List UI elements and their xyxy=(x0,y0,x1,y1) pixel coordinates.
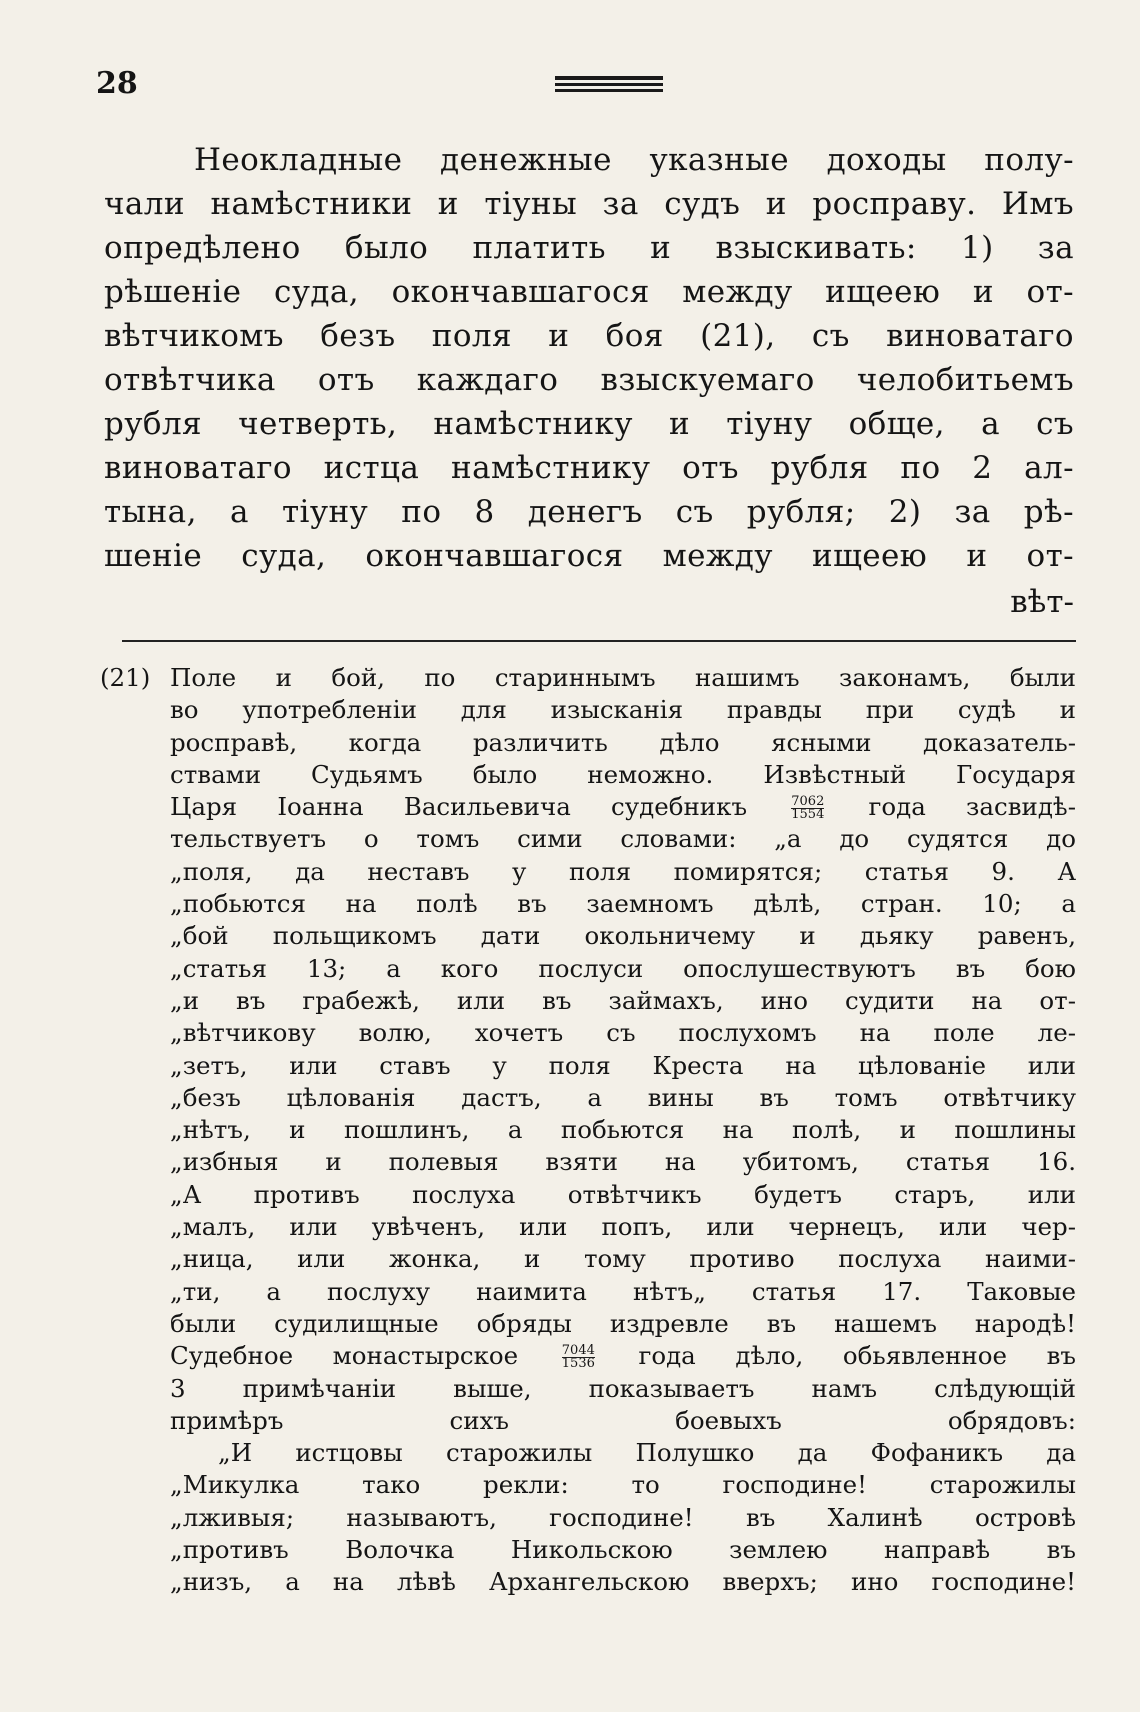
footnote-divider xyxy=(122,640,1076,642)
main-line: чали намѣстники и тiуны за судъ и росправу. Имъ xyxy=(104,186,1074,222)
footnote-line-with-fraction xyxy=(100,791,1076,823)
main-line: шенiе суда, окончавшагося между ищеею и от- xyxy=(104,538,1074,574)
footnote-line: „ти, а послуху наимита нѣтъ„ статья 17. Таковые xyxy=(170,1276,1076,1306)
page-number: 28 xyxy=(96,66,138,101)
main-line: вѣтчикомъ безъ поля и боя (21), съ виноватаго xyxy=(104,318,1074,354)
main-line: виноватаго истца намѣстнику отъ рубля по 2 ал- xyxy=(104,450,1074,486)
year-fraction xyxy=(562,1345,595,1370)
footnote-line: „бой польщикомъ дати окольничему и дьяку равенъ, xyxy=(170,921,1076,951)
main-line: рѣшенiе суда, окончавшагося между ищеею и от- xyxy=(104,274,1074,310)
footnote-line: „вѣтчикову волю, хочетъ съ послухомъ на поле ле- xyxy=(170,1018,1076,1048)
footnote-text: Судебное монастырское xyxy=(170,1341,519,1371)
footnote-line: „и въ грабежѣ, или въ займахъ, ино судити на от- xyxy=(170,985,1076,1015)
footnote-text: года засвидѣ- xyxy=(868,792,1076,822)
footnote-line: 3 примѣчанiи выше, показываетъ намъ слѣдующiй xyxy=(170,1373,1076,1403)
footnote-line: были судилищные обряды издревле въ нашемъ народѣ! xyxy=(170,1308,1076,1338)
footnote-line: „избныя и полевыя взяти на убитомъ, статья 16. xyxy=(170,1147,1076,1177)
catchword: вѣт- xyxy=(1010,584,1074,620)
footnote-line: тельствуетъ о томъ сими словами: „а до судятся до xyxy=(170,824,1076,854)
footnote-line: „статья 13; а кого послуси опослушествуютъ въ бою xyxy=(170,953,1076,983)
footnote-line: „зетъ, или ставъ у поля Креста на цѣлованiе или xyxy=(170,1050,1076,1080)
footnote-line-with-fraction xyxy=(100,1340,1076,1372)
footnote-marker: (21) xyxy=(100,663,151,692)
footnote-line: примѣръ сихъ боевыхъ обрядовъ: xyxy=(170,1405,1076,1435)
fraction-denominator: 1536 xyxy=(561,1356,595,1372)
main-line: Неокладные денежные указные доходы полу- xyxy=(194,142,1074,178)
footnote-line: „побьются на полѣ въ заемномъ дѣлѣ, стран. 10; а xyxy=(170,889,1076,919)
footnote-first-line xyxy=(100,662,1076,694)
footnote-text: года дѣло, обьявленное въ xyxy=(638,1341,1076,1371)
fraction-numerator: 7044 xyxy=(561,1343,595,1359)
footnote-line: „поля, да неставъ у поля помирятся; статья 9. А xyxy=(170,856,1076,886)
footnote-line: „малъ, или увѣченъ, или попъ, или чернецъ, или чер- xyxy=(170,1212,1076,1242)
quote-first-line: „И истцовы старожилы Полушко да Фофаникъ да xyxy=(218,1438,1076,1468)
footnote-line: во употребленiи для изысканiя правды при судѣ и xyxy=(170,695,1076,725)
main-line: опредѣлено было платить и взыскивать: 1) за xyxy=(104,230,1074,266)
main-line: тына, а тiуну по 8 денегъ съ рубля; 2) за рѣ- xyxy=(104,494,1074,530)
footnote-line: „А противъ послуха отвѣтчикъ будетъ старъ, или xyxy=(170,1179,1076,1209)
quote-line: „Микулка тако рекли: то господине! старожилы xyxy=(170,1470,1076,1500)
fraction-numerator: 7062 xyxy=(791,794,825,810)
fraction-denominator: 1554 xyxy=(791,807,825,823)
quote-line: „противъ Волочка Никольскою землею направѣ въ xyxy=(170,1535,1076,1565)
footnote-line: Поле и бой, по стариннымъ нашимъ законамъ, были xyxy=(170,663,1076,692)
footnote-line: росправѣ, когда различить дѣло ясными доказатель- xyxy=(170,727,1076,757)
main-line: отвѣтчика отъ каждаго взыскуемаго челобитьемъ xyxy=(104,362,1074,398)
footnote-text: Царя Iоанна Васильевича судебникъ xyxy=(170,792,748,822)
quote-line: „лживыя; называютъ, господине! въ Халинѣ островѣ xyxy=(170,1502,1076,1532)
footnote-line: „нѣтъ, и пошлинъ, а побьются на полѣ, и пошлины xyxy=(170,1115,1076,1145)
footnote-21 xyxy=(100,662,1076,1599)
footnote-line: „безъ цѣлованiя дастъ, а вины въ томъ отвѣтчику xyxy=(170,1082,1076,1112)
year-fraction xyxy=(791,796,824,821)
footnote-line: ствами Судьямъ было неможно. Извѣстный Государя xyxy=(170,759,1076,789)
footnote-line: „ница, или жонка, и тому противо послуха наими- xyxy=(170,1244,1076,1274)
main-paragraph xyxy=(104,138,1074,578)
quote-line: „низъ, а на лѣвѣ Архангельскою вверхъ; ино господине! xyxy=(170,1567,1076,1597)
header-ornament-rule xyxy=(555,74,663,96)
main-line: рубля четверть, намѣстнику и тiуну обще, а съ xyxy=(104,406,1074,442)
